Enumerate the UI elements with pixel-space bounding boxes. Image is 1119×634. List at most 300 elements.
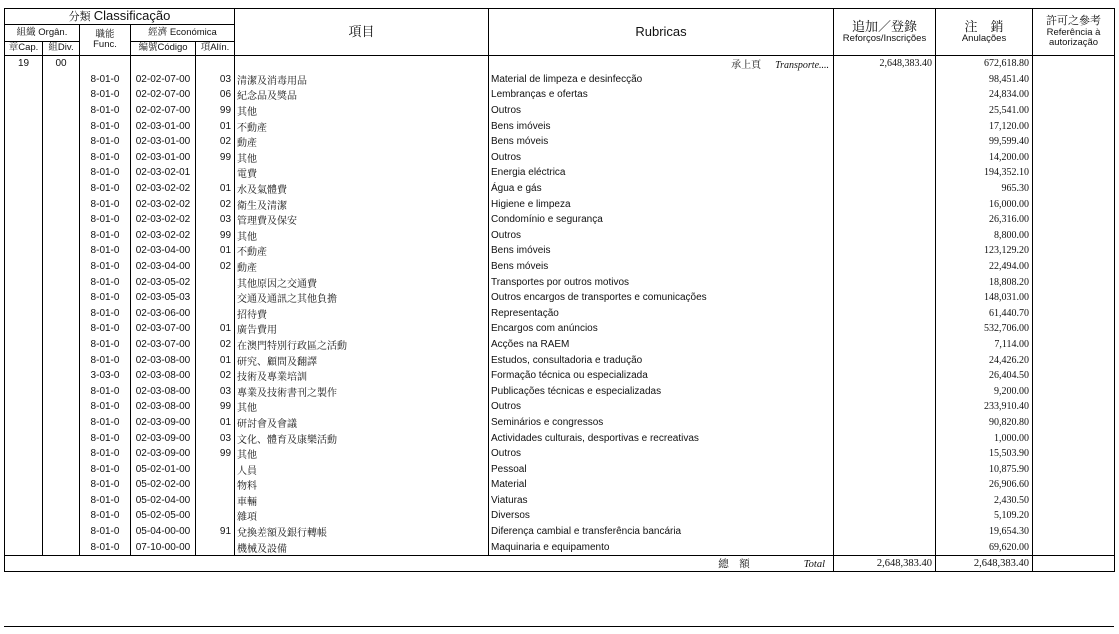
economic-code: 05-02-02-00	[131, 477, 196, 493]
cap-cell	[5, 72, 43, 88]
table-row	[5, 134, 1115, 150]
cap-cell	[5, 165, 43, 181]
anulacoes-amount: 1,000.00	[936, 430, 1033, 446]
anulacoes-amount: 26,316.00	[936, 212, 1033, 228]
autorizacao-cell	[1033, 134, 1115, 150]
table-row	[5, 430, 1115, 446]
anulacoes-amount: 25,541.00	[936, 103, 1033, 119]
alinea	[196, 461, 235, 477]
anulacoes-amount: 194,352.10	[936, 165, 1033, 181]
rubrica-name: Outros	[489, 446, 834, 462]
reforcos-amount	[834, 415, 936, 431]
func-code: 3-03-0	[80, 368, 131, 384]
economic-code: 05-02-04-00	[131, 493, 196, 509]
autorizacao-cell	[1033, 524, 1115, 540]
func-code: 8-01-0	[80, 227, 131, 243]
economic-code: 05-04-00-00	[131, 524, 196, 540]
anulacoes-amount: 90,820.80	[936, 415, 1033, 431]
div-cell	[43, 337, 80, 353]
cap-cell	[5, 368, 43, 384]
div-cell	[43, 368, 80, 384]
func-pt: Func.	[93, 38, 117, 50]
alinea	[196, 274, 235, 290]
item-name: 車輛	[235, 493, 489, 509]
autorizacao-cell	[1033, 212, 1115, 228]
item-name: 在澳門特別行政區之活動	[235, 337, 489, 353]
cap-cell	[5, 352, 43, 368]
func-code: 8-01-0	[80, 165, 131, 181]
item-name: 其他原因之交通費	[235, 274, 489, 290]
func-code: 8-01-0	[80, 259, 131, 275]
item-name: 人員	[235, 461, 489, 477]
cap-cell	[5, 524, 43, 540]
func-code: 8-01-0	[80, 430, 131, 446]
anulacoes-amount: 69,620.00	[936, 539, 1033, 555]
cap-cell	[5, 508, 43, 524]
cap-cell	[5, 461, 43, 477]
table-row	[5, 477, 1115, 493]
rubrica-name: Outros encargos de transportes e comunicações	[489, 290, 834, 306]
reforcos-amount	[834, 477, 936, 493]
div-cell	[43, 415, 80, 431]
alinea: 99	[196, 150, 235, 166]
rubrica-name: Maquinaria e equipamento	[489, 539, 834, 555]
economic-code: 02-03-05-02	[131, 274, 196, 290]
cap-zh: 章	[8, 42, 19, 54]
anulacoes-amount: 8,800.00	[936, 227, 1033, 243]
cap-cell	[5, 446, 43, 462]
alinea: 99	[196, 446, 235, 462]
transport-row	[5, 55, 1115, 72]
autorizacao-zh: 許可之參考	[1046, 15, 1102, 28]
economic-code: 02-03-05-03	[131, 290, 196, 306]
autorizacao-cell	[1033, 165, 1115, 181]
autorizacao-cell	[1033, 305, 1115, 321]
func-code: 8-01-0	[80, 118, 131, 134]
func-code: 8-01-0	[80, 508, 131, 524]
div-cell	[43, 477, 80, 493]
reforcos-amount	[834, 181, 936, 197]
autorizacao-cell	[1033, 274, 1115, 290]
item-name: 其他	[235, 150, 489, 166]
anulacoes-amount: 7,114.00	[936, 337, 1033, 353]
func-code: 8-01-0	[80, 150, 131, 166]
economic-code: 02-03-02-02	[131, 212, 196, 228]
alinea: 99	[196, 399, 235, 415]
autorizacao-cell	[1033, 337, 1115, 353]
cap-cell	[5, 274, 43, 290]
economic-code: 02-03-02-02	[131, 227, 196, 243]
anulacoes-amount: 24,834.00	[936, 87, 1033, 103]
anulacoes-amount: 18,808.20	[936, 274, 1033, 290]
economic-code: 02-03-09-00	[131, 446, 196, 462]
autorizacao-cell	[1033, 227, 1115, 243]
item-name: 文化、體育及康樂活動	[235, 430, 489, 446]
cap-cell	[5, 212, 43, 228]
func-code: 8-01-0	[80, 337, 131, 353]
economic-code: 02-03-08-00	[131, 352, 196, 368]
reforcos-amount	[834, 150, 936, 166]
alinea	[196, 493, 235, 509]
reforcos-amount	[834, 72, 936, 88]
rubrica-name: Representação	[489, 305, 834, 321]
rubrica-name: Água e gás	[489, 181, 834, 197]
func-code: 8-01-0	[80, 415, 131, 431]
autorizacao-cell	[1033, 399, 1115, 415]
anulacoes-amount: 26,404.50	[936, 368, 1033, 384]
div-cell	[43, 461, 80, 477]
div-cell	[43, 87, 80, 103]
autorizacao-cell	[1033, 508, 1115, 524]
classification-pt: Classificação	[93, 8, 171, 23]
rubricas-header: Rubricas	[489, 9, 834, 56]
cap-cell	[5, 321, 43, 337]
reforcos-amount	[834, 87, 936, 103]
item-name: 紀念品及獎品	[235, 87, 489, 103]
autorizacao-cell	[1033, 446, 1115, 462]
autorizacao-cell	[1033, 352, 1115, 368]
rubrica-name: Outros	[489, 399, 834, 415]
item-name: 研討會及會議	[235, 415, 489, 431]
economic-code: 02-03-02-02	[131, 196, 196, 212]
economic-code: 02-03-09-00	[131, 430, 196, 446]
alinea: 99	[196, 227, 235, 243]
reforcos-amount	[834, 305, 936, 321]
table-body	[5, 55, 1115, 555]
autorizacao-cell	[1033, 243, 1115, 259]
transport-label-zh: 承上頁	[731, 60, 762, 72]
anulacoes-amount: 99,599.40	[936, 134, 1033, 150]
organic-pt: Orgân.	[38, 26, 68, 38]
func-code: 8-01-0	[80, 539, 131, 555]
anulacoes-amount: 5,109.20	[936, 508, 1033, 524]
transport-label-pt: Transporte....	[775, 60, 830, 72]
cap-cell	[5, 383, 43, 399]
rubrica-name: Outros	[489, 227, 834, 243]
func-code: 8-01-0	[80, 352, 131, 368]
autorizacao-cell	[1033, 415, 1115, 431]
div-cell	[43, 508, 80, 524]
reforcos-zh: 追加／登錄	[852, 18, 918, 34]
autorizacao-cell	[1033, 103, 1115, 119]
alinea: 02	[196, 337, 235, 353]
anulacoes-amount: 233,910.40	[936, 399, 1033, 415]
autorizacao-cell	[1033, 87, 1115, 103]
func-code: 8-01-0	[80, 399, 131, 415]
reforcos-amount	[834, 212, 936, 228]
func-code: 8-01-0	[80, 305, 131, 321]
alinea: 01	[196, 415, 235, 431]
anulacoes-zh: 注 銷	[964, 18, 1004, 34]
economic-code: 02-03-01-00	[131, 150, 196, 166]
func-code: 8-01-0	[80, 493, 131, 509]
autorizacao-cell	[1033, 539, 1115, 555]
anulacoes-amount: 15,503.90	[936, 446, 1033, 462]
table-row	[5, 150, 1115, 166]
cap-cell	[5, 477, 43, 493]
func-code: 8-01-0	[80, 446, 131, 462]
rubrica-name: Outros	[489, 150, 834, 166]
alinea: 99	[196, 103, 235, 119]
item-name: 電費	[235, 165, 489, 181]
bottom-rule	[4, 626, 1114, 627]
rubrica-name: Higiene e limpeza	[489, 196, 834, 212]
item-name: 物料	[235, 477, 489, 493]
economic-code: 02-03-07-00	[131, 321, 196, 337]
alinea: 02	[196, 196, 235, 212]
item-name: 機械及設備	[235, 539, 489, 555]
reforcos-amount	[834, 227, 936, 243]
economic-code: 07-10-00-00	[131, 539, 196, 555]
table-row	[5, 103, 1115, 119]
div-cell	[43, 259, 80, 275]
classification-zh: 分類	[68, 11, 91, 23]
empty-cell	[235, 55, 489, 72]
autorizacao-cell	[1033, 290, 1115, 306]
cap-cell	[5, 150, 43, 166]
economic-code: 02-03-01-00	[131, 118, 196, 134]
rubrica-name: Bens imóveis	[489, 243, 834, 259]
alinea: 01	[196, 181, 235, 197]
anulacoes-amount: 16,000.00	[936, 196, 1033, 212]
autorizacao-cell	[1033, 72, 1115, 88]
alinea	[196, 305, 235, 321]
economic-code: 02-03-02-02	[131, 181, 196, 197]
table-row	[5, 118, 1115, 134]
table-row	[5, 87, 1115, 103]
empty-cell	[80, 55, 131, 72]
table-row	[5, 337, 1115, 353]
div-cell	[43, 539, 80, 555]
code-zh: 編號	[138, 42, 158, 54]
cap-cell	[5, 103, 43, 119]
reforcos-pt: Reforços/Inscrições	[842, 32, 927, 44]
alinea: 02	[196, 259, 235, 275]
empty-cell	[1033, 555, 1115, 571]
anulacoes-amount: 98,451.40	[936, 72, 1033, 88]
autorizacao-cell	[1033, 430, 1115, 446]
reforcos-amount	[834, 539, 936, 555]
autorizacao-cell	[1033, 383, 1115, 399]
cap-value: 19	[5, 55, 43, 72]
div-cell	[43, 227, 80, 243]
alinea: 03	[196, 383, 235, 399]
div-cell	[43, 165, 80, 181]
economic-code: 02-03-08-00	[131, 368, 196, 384]
alin-zh: 項	[200, 42, 211, 54]
table-row	[5, 461, 1115, 477]
economic-code: 05-02-01-00	[131, 461, 196, 477]
alinea: 03	[196, 430, 235, 446]
autorizacao-cell	[1033, 118, 1115, 134]
item-name: 技術及專業培訓	[235, 368, 489, 384]
total-label	[5, 555, 834, 571]
item-name: 水及氣體費	[235, 181, 489, 197]
div-cell	[43, 352, 80, 368]
anulacoes-amount: 19,654.30	[936, 524, 1033, 540]
economic-zh: 經濟	[148, 26, 168, 38]
item-name: 專業及技術書刊之製作	[235, 383, 489, 399]
item-name: 衛生及清潔	[235, 196, 489, 212]
reforcos-amount	[834, 290, 936, 306]
cap-cell	[5, 181, 43, 197]
anulacoes-amount: 965.30	[936, 181, 1033, 197]
table-row	[5, 352, 1115, 368]
autorizacao-cell	[1033, 493, 1115, 509]
total-label-pt: Total	[803, 558, 826, 570]
table-row	[5, 243, 1115, 259]
total-reforcos: 2,648,383.40	[834, 555, 936, 571]
autorizacao-cell	[1033, 196, 1115, 212]
table-row	[5, 493, 1115, 509]
alinea: 02	[196, 134, 235, 150]
reforcos-amount	[834, 446, 936, 462]
economic-code: 02-03-01-00	[131, 134, 196, 150]
div-cell	[43, 134, 80, 150]
autorizacao-header	[1033, 9, 1115, 56]
table-row	[5, 227, 1115, 243]
alin-header	[196, 41, 235, 55]
autorizacao-cell	[1033, 461, 1115, 477]
div-value: 00	[43, 55, 80, 72]
table-row	[5, 415, 1115, 431]
alinea	[196, 290, 235, 306]
rubrica-name: Energia eléctrica	[489, 165, 834, 181]
autorizacao-cell	[1033, 477, 1115, 493]
func-zh: 職能	[95, 28, 115, 40]
div-cell	[43, 181, 80, 197]
empty-cell	[131, 55, 196, 72]
anulacoes-amount: 10,875.90	[936, 461, 1033, 477]
cap-cell	[5, 87, 43, 103]
cap-cell	[5, 539, 43, 555]
reforcos-amount	[834, 352, 936, 368]
alinea: 02	[196, 368, 235, 384]
economic-code: 02-03-09-00	[131, 415, 196, 431]
func-code: 8-01-0	[80, 290, 131, 306]
rubrica-name: Encargos com anúncios	[489, 321, 834, 337]
transport-label	[489, 55, 834, 72]
rubrica-name: Diferença cambial e transferência bancária	[489, 524, 834, 540]
rubrica-name: Transportes por outros motivos	[489, 274, 834, 290]
table-row	[5, 399, 1115, 415]
div-cell	[43, 524, 80, 540]
cap-cell	[5, 399, 43, 415]
table-row	[5, 539, 1115, 555]
reforcos-amount	[834, 196, 936, 212]
reforcos-amount	[834, 243, 936, 259]
anulacoes-amount: 22,494.00	[936, 259, 1033, 275]
classification-header	[5, 9, 235, 25]
item-name: 兌換差額及銀行轉帳	[235, 524, 489, 540]
cap-cell	[5, 430, 43, 446]
alinea	[196, 508, 235, 524]
anulacoes-amount: 148,031.00	[936, 290, 1033, 306]
item-name: 其他	[235, 103, 489, 119]
div-cell	[43, 103, 80, 119]
table-row	[5, 290, 1115, 306]
func-code: 8-01-0	[80, 134, 131, 150]
reforcos-amount	[834, 103, 936, 119]
total-label-zh: 總 額	[718, 557, 750, 570]
func-code: 8-01-0	[80, 383, 131, 399]
autorizacao-cell	[1033, 321, 1115, 337]
cap-pt: Cap.	[18, 42, 39, 54]
div-zh: 組	[48, 42, 58, 54]
economic-code: 02-02-07-00	[131, 103, 196, 119]
economic-code: 02-02-07-00	[131, 87, 196, 103]
item-name: 研究、顧問及翻譯	[235, 352, 489, 368]
div-cell	[43, 290, 80, 306]
autorizacao-cell	[1033, 259, 1115, 275]
autorizacao-cell	[1033, 150, 1115, 166]
reforcos-amount	[834, 524, 936, 540]
anulacoes-amount: 61,440.70	[936, 305, 1033, 321]
alinea	[196, 165, 235, 181]
cap-cell	[5, 493, 43, 509]
table-row	[5, 165, 1115, 181]
func-code: 8-01-0	[80, 196, 131, 212]
item-name: 清潔及消毒用品	[235, 72, 489, 88]
economic-header	[131, 24, 235, 41]
cap-cell	[5, 118, 43, 134]
alinea: 91	[196, 524, 235, 540]
div-header	[43, 41, 80, 55]
economic-code: 02-03-07-00	[131, 337, 196, 353]
rubrica-name: Publicações técnicas e especializadas	[489, 383, 834, 399]
cap-cell	[5, 227, 43, 243]
reforcos-amount	[834, 508, 936, 524]
func-code: 8-01-0	[80, 477, 131, 493]
item-name: 其他	[235, 399, 489, 415]
empty-cell	[1033, 55, 1115, 72]
alinea: 01	[196, 118, 235, 134]
rubrica-name: Seminários e congressos	[489, 415, 834, 431]
item-name: 招待費	[235, 305, 489, 321]
div-cell	[43, 493, 80, 509]
div-cell	[43, 212, 80, 228]
div-cell	[43, 150, 80, 166]
func-code: 8-01-0	[80, 87, 131, 103]
alinea: 01	[196, 321, 235, 337]
alinea: 01	[196, 352, 235, 368]
div-pt: Div.	[57, 42, 74, 54]
anulacoes-pt: Anulações	[961, 32, 1007, 44]
div-cell	[43, 305, 80, 321]
item-name: 不動產	[235, 118, 489, 134]
cap-cell	[5, 259, 43, 275]
economic-code: 02-03-04-00	[131, 259, 196, 275]
alinea: 06	[196, 87, 235, 103]
item-name: 交通及通訊之其他負擔	[235, 290, 489, 306]
economic-code: 02-03-04-00	[131, 243, 196, 259]
item-name: 廣告費用	[235, 321, 489, 337]
autorizacao-cell	[1033, 368, 1115, 384]
func-code: 8-01-0	[80, 72, 131, 88]
alinea	[196, 477, 235, 493]
anulacoes-amount: 14,200.00	[936, 150, 1033, 166]
reforcos-amount	[834, 134, 936, 150]
div-cell	[43, 446, 80, 462]
autorizacao-pt-line1: Referência à	[1046, 26, 1101, 38]
organic-header	[5, 24, 80, 41]
economic-pt: Económica	[169, 26, 217, 38]
func-code: 8-01-0	[80, 321, 131, 337]
item-name: 雜項	[235, 508, 489, 524]
empty-cell	[196, 55, 235, 72]
reforcos-header	[834, 9, 936, 56]
reforcos-amount	[834, 461, 936, 477]
